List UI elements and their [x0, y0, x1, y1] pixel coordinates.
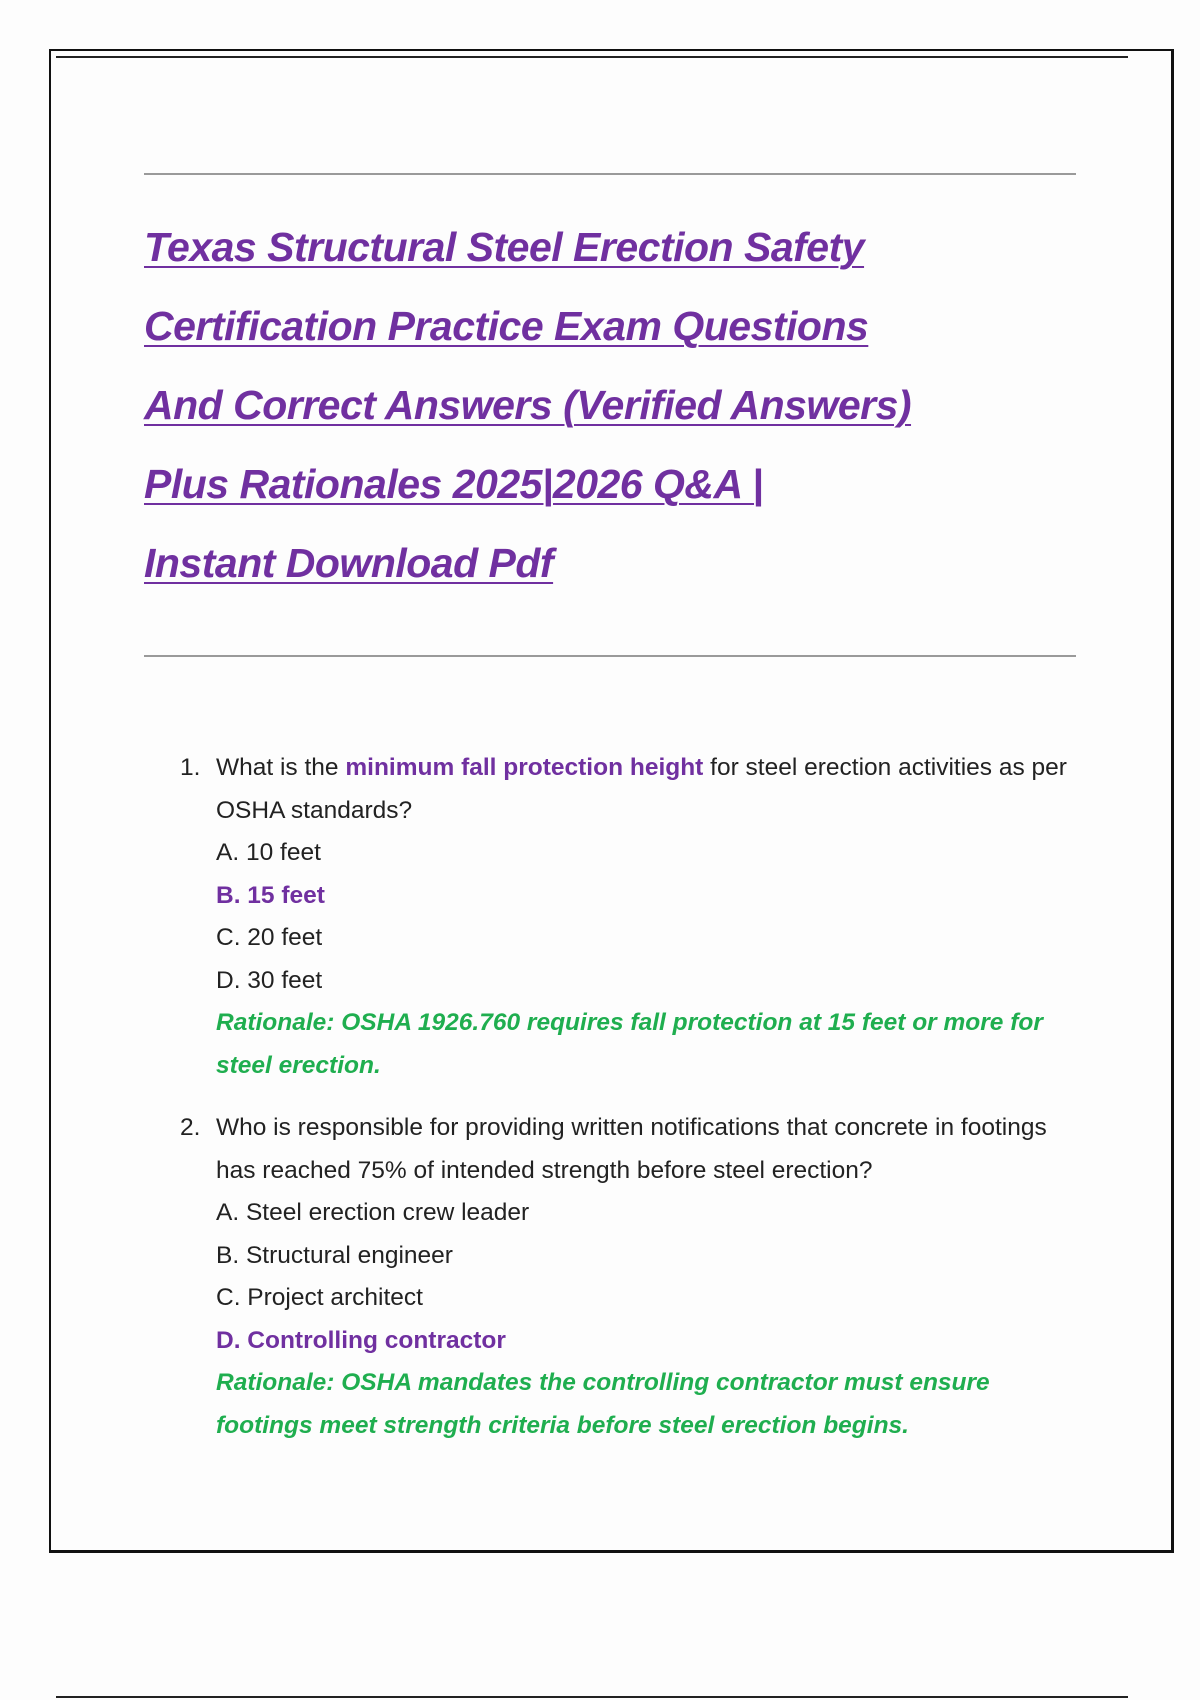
option-b: B. Structural engineer [216, 1241, 453, 1269]
document-title [144, 208, 1124, 603]
option-a: A. 10 feet [216, 839, 321, 866]
question-number: 2. [180, 1114, 201, 1141]
question-text [216, 754, 1067, 824]
question-text: Who is responsible for providing written notifications that concrete in footings has reached 75% of intended strength before steel erection? [216, 1114, 1047, 1184]
rationale: Rationale: OSHA 1926.760 requires fall protection at 15 feet or more for steel erection. [216, 1009, 1043, 1079]
title-line: Texas Structural Steel Erection Safety [144, 224, 865, 270]
question-text-part: What is the [216, 754, 346, 781]
question-text-part: for steel erection activities as per OSHA standards? [216, 754, 1067, 824]
bottom-divider [56, 1696, 1128, 1698]
rationale: Rationale: OSHA mandates the controlling contractor must ensure footings meet strength criteria before steel erection begins. [216, 1369, 990, 1439]
title-line: Plus Rationales 2025|2026 Q&A | [144, 461, 763, 507]
top-divider [56, 56, 1128, 58]
title-bottom-rule [144, 655, 1076, 657]
option-a: A. Steel erection crew leader [216, 1199, 530, 1226]
option-c: C. Project architect [216, 1284, 423, 1311]
title-top-rule [144, 173, 1076, 175]
title-line: Certification Practice Exam Questions [144, 303, 869, 349]
option-b-correct: B. 15 feet [216, 881, 325, 909]
question-highlight: minimum fall protection height [345, 754, 704, 781]
question-list [170, 747, 1090, 1447]
option-c: C. 20 feet [216, 924, 323, 951]
title-line: Instant Download Pdf [144, 540, 554, 586]
title-line: And Correct Answers (Verified Answers) [144, 382, 912, 428]
option-d: D. 30 feet [216, 966, 323, 994]
option-d-correct: D. Controlling contractor [216, 1326, 506, 1354]
question-1 [170, 747, 1090, 1087]
question-2 [170, 1107, 1090, 1447]
question-number: 1. [180, 754, 201, 781]
